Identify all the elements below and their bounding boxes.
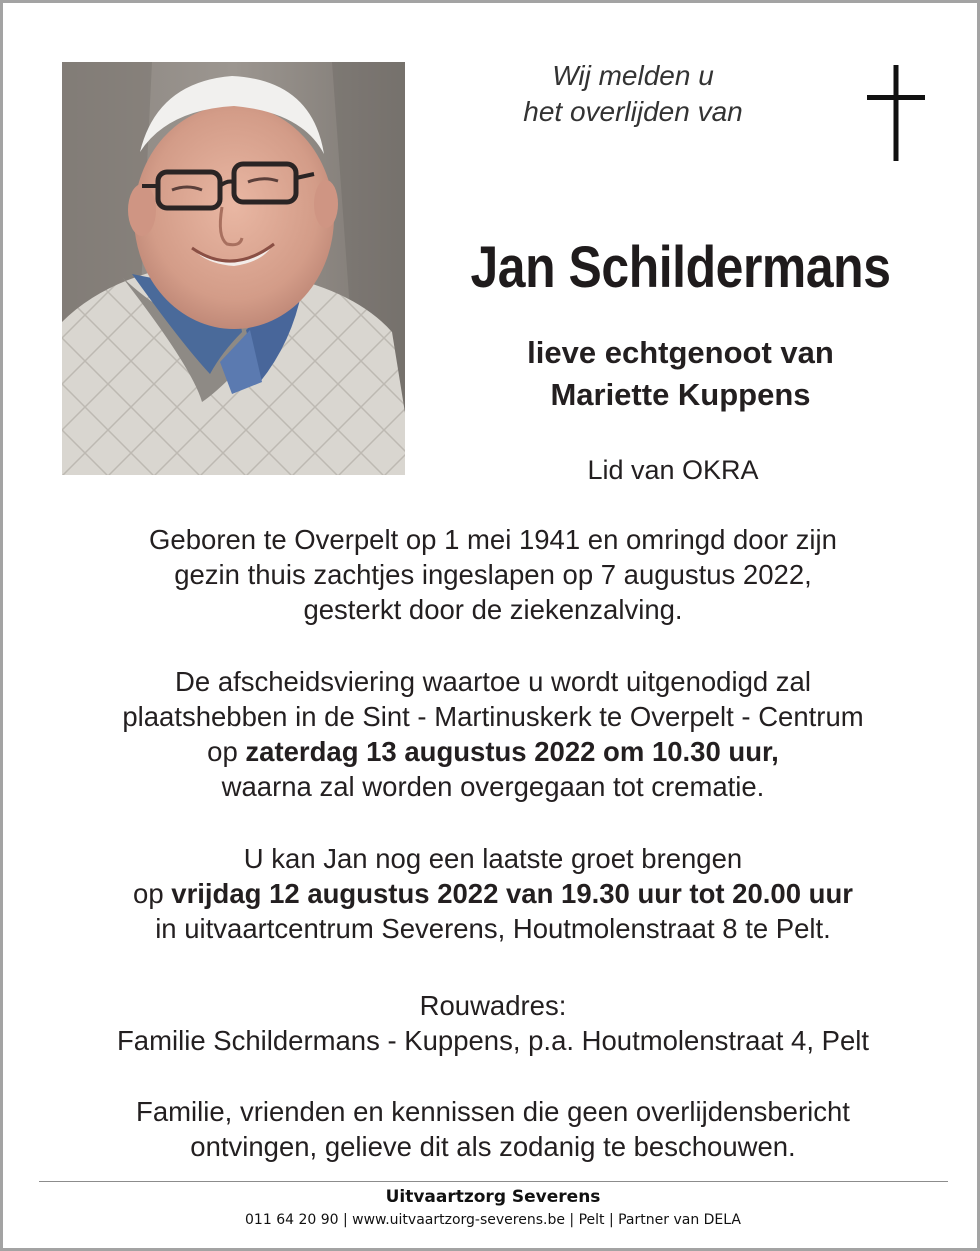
intro-line-2: het overlijden van [523, 96, 743, 127]
notice-paragraph [23, 1094, 963, 1164]
notice-line-1: Familie, vrienden en kennissen die geen overlijdensbericht [136, 1096, 850, 1127]
portrait-photo [62, 62, 405, 475]
visitation-prefix: op [133, 878, 172, 909]
visitation-paragraph [23, 841, 963, 946]
relation-line-2: Mariette Kuppens [550, 377, 811, 412]
funeral-company-contact: 011 64 20 90 | www.uitvaartzorg-severens.be | Pelt | Partner van DELA [245, 1212, 741, 1228]
footer-divider [39, 1181, 948, 1182]
birth-line-2: gezin thuis zachtjes ingeslapen op 7 augustus 2022, [174, 559, 812, 590]
ceremony-paragraph [23, 664, 963, 804]
funeral-company-name: Uitvaartzorg Severens [385, 1187, 601, 1207]
birth-line-1: Geboren te Overpelt op 1 mei 1941 en omringd door zijn [149, 524, 837, 555]
spouse-relation [443, 332, 918, 416]
address-value: Familie Schildermans - Kuppens, p.a. Houtmolenstraat 4, Pelt [116, 1025, 870, 1056]
deceased-name: Jan Schildermans [470, 235, 891, 300]
visitation-line-1: U kan Jan nog een laatste groet brengen [243, 843, 743, 874]
birth-line-3: gesterkt door de ziekenzalving. [303, 594, 683, 625]
visitation-datetime: vrijdag 12 augustus 2022 van 19.30 uur tot 20.00 uur [171, 878, 853, 909]
intro-line-1: Wij melden u [552, 60, 714, 91]
announcement-intro [483, 58, 783, 130]
relation-line-1: lieve echtgenoot van [527, 335, 834, 370]
birth-paragraph [23, 522, 963, 627]
ceremony-datetime: zaterdag 13 augustus 2022 om 10.30 uur, [245, 736, 779, 767]
cross-icon [867, 65, 925, 161]
ceremony-line-2: plaatshebben in de Sint - Martinuskerk te Overpelt - Centrum [122, 701, 864, 732]
address-label: Rouwadres: [419, 990, 567, 1021]
ceremony-line-1: De afscheidsviering waartoe u wordt uitgenodigd zal [175, 666, 811, 697]
ceremony-line-3 [23, 734, 963, 769]
membership-text: Lid van OKRA [587, 455, 759, 485]
notice-line-2: ontvingen, gelieve dit als zodanig te beschouwen. [190, 1131, 796, 1162]
ceremony-prefix: op [207, 736, 246, 767]
visitation-line-3: in uitvaartcentrum Severens, Houtmolenstraat 8 te Pelt. [155, 913, 831, 944]
ceremony-line-4: waarna zal worden overgegaan tot crematie. [221, 771, 765, 802]
visitation-line-2 [23, 876, 963, 911]
address-paragraph [23, 988, 963, 1058]
